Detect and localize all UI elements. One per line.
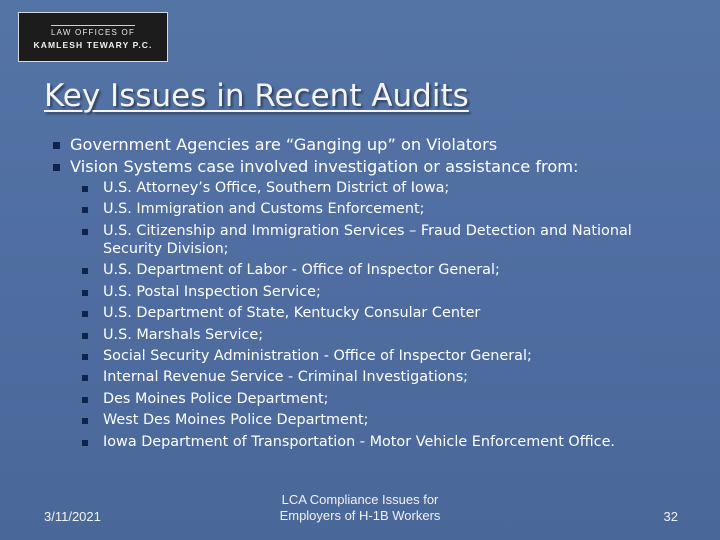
agency-text: U.S. Immigration and Customs Enforcement; [103,201,425,218]
agency-item [82,412,678,430]
agency-item [82,434,678,452]
main-bullet [48,156,578,178]
footer-date: 3/11/2021 [44,509,101,524]
square-bullet-icon [82,186,88,192]
agency-text: Des Moines Police Department; [103,390,329,407]
footer-caption-line-2: Employers of H-1B Workers [279,508,441,523]
slide-number: 32 [663,509,678,524]
square-bullet-icon [82,440,88,446]
agency-text: Iowa Department of Transportation - Motor Vehicle Enforcement Office. [103,433,615,450]
main-bullet-text: Government Agencies are “Ganging up” on Violators [70,135,498,154]
footer-caption-line-1: LCA Compliance Issues for [281,492,439,507]
square-bullet-icon [53,164,60,171]
agency-item [82,284,678,302]
agency-text: U.S. Department of State, Kentucky Consular Center [103,305,481,322]
square-bullet-icon [82,397,88,403]
agency-text: West Des Moines Police Department; [103,412,369,429]
square-bullet-icon [53,142,60,149]
logo-line-2: KAMLESH TEWARY P.C. [33,39,153,50]
square-bullet-icon [82,229,88,235]
agency-item [82,348,678,366]
square-bullet-icon [82,418,88,424]
agency-text: U.S. Marshals Service; [103,326,264,343]
agency-item [82,223,678,258]
square-bullet-icon [82,354,88,360]
agency-text: U.S. Attorney’s Office, Southern District of Iowa; [103,180,450,196]
agency-list [82,180,678,455]
agency-item [82,327,678,345]
square-bullet-icon [82,333,88,339]
main-bullet-list [48,134,578,178]
agency-text: U.S. Postal Inspection Service; [103,283,321,300]
agency-text: U.S. Citizenship and Immigration Services – Fraud Detection and National Security Division; [103,222,632,257]
square-bullet-icon [82,290,88,296]
agency-item [82,305,678,323]
main-bullet [48,134,578,156]
square-bullet-icon [82,375,88,381]
agency-item [82,262,678,280]
logo-line-1: LAW OFFICES OF [51,25,135,37]
square-bullet-icon [82,268,88,274]
agency-item [82,180,678,198]
agency-text: Internal Revenue Service - Criminal Investigations; [103,369,469,386]
agency-item [82,391,678,409]
agency-item [82,369,678,387]
agency-item [82,201,678,219]
agency-text: U.S. Department of Labor - Office of Inspector General; [103,262,500,279]
main-bullet-text: Vision Systems case involved investigation or assistance from: [70,157,579,176]
square-bullet-icon [82,207,88,213]
firm-logo [18,12,168,62]
footer-caption [250,492,470,524]
slide-title: Key Issues in Recent Audits [44,78,469,114]
square-bullet-icon [82,311,88,317]
agency-text: Social Security Administration - Office of Inspector General; [103,347,532,364]
